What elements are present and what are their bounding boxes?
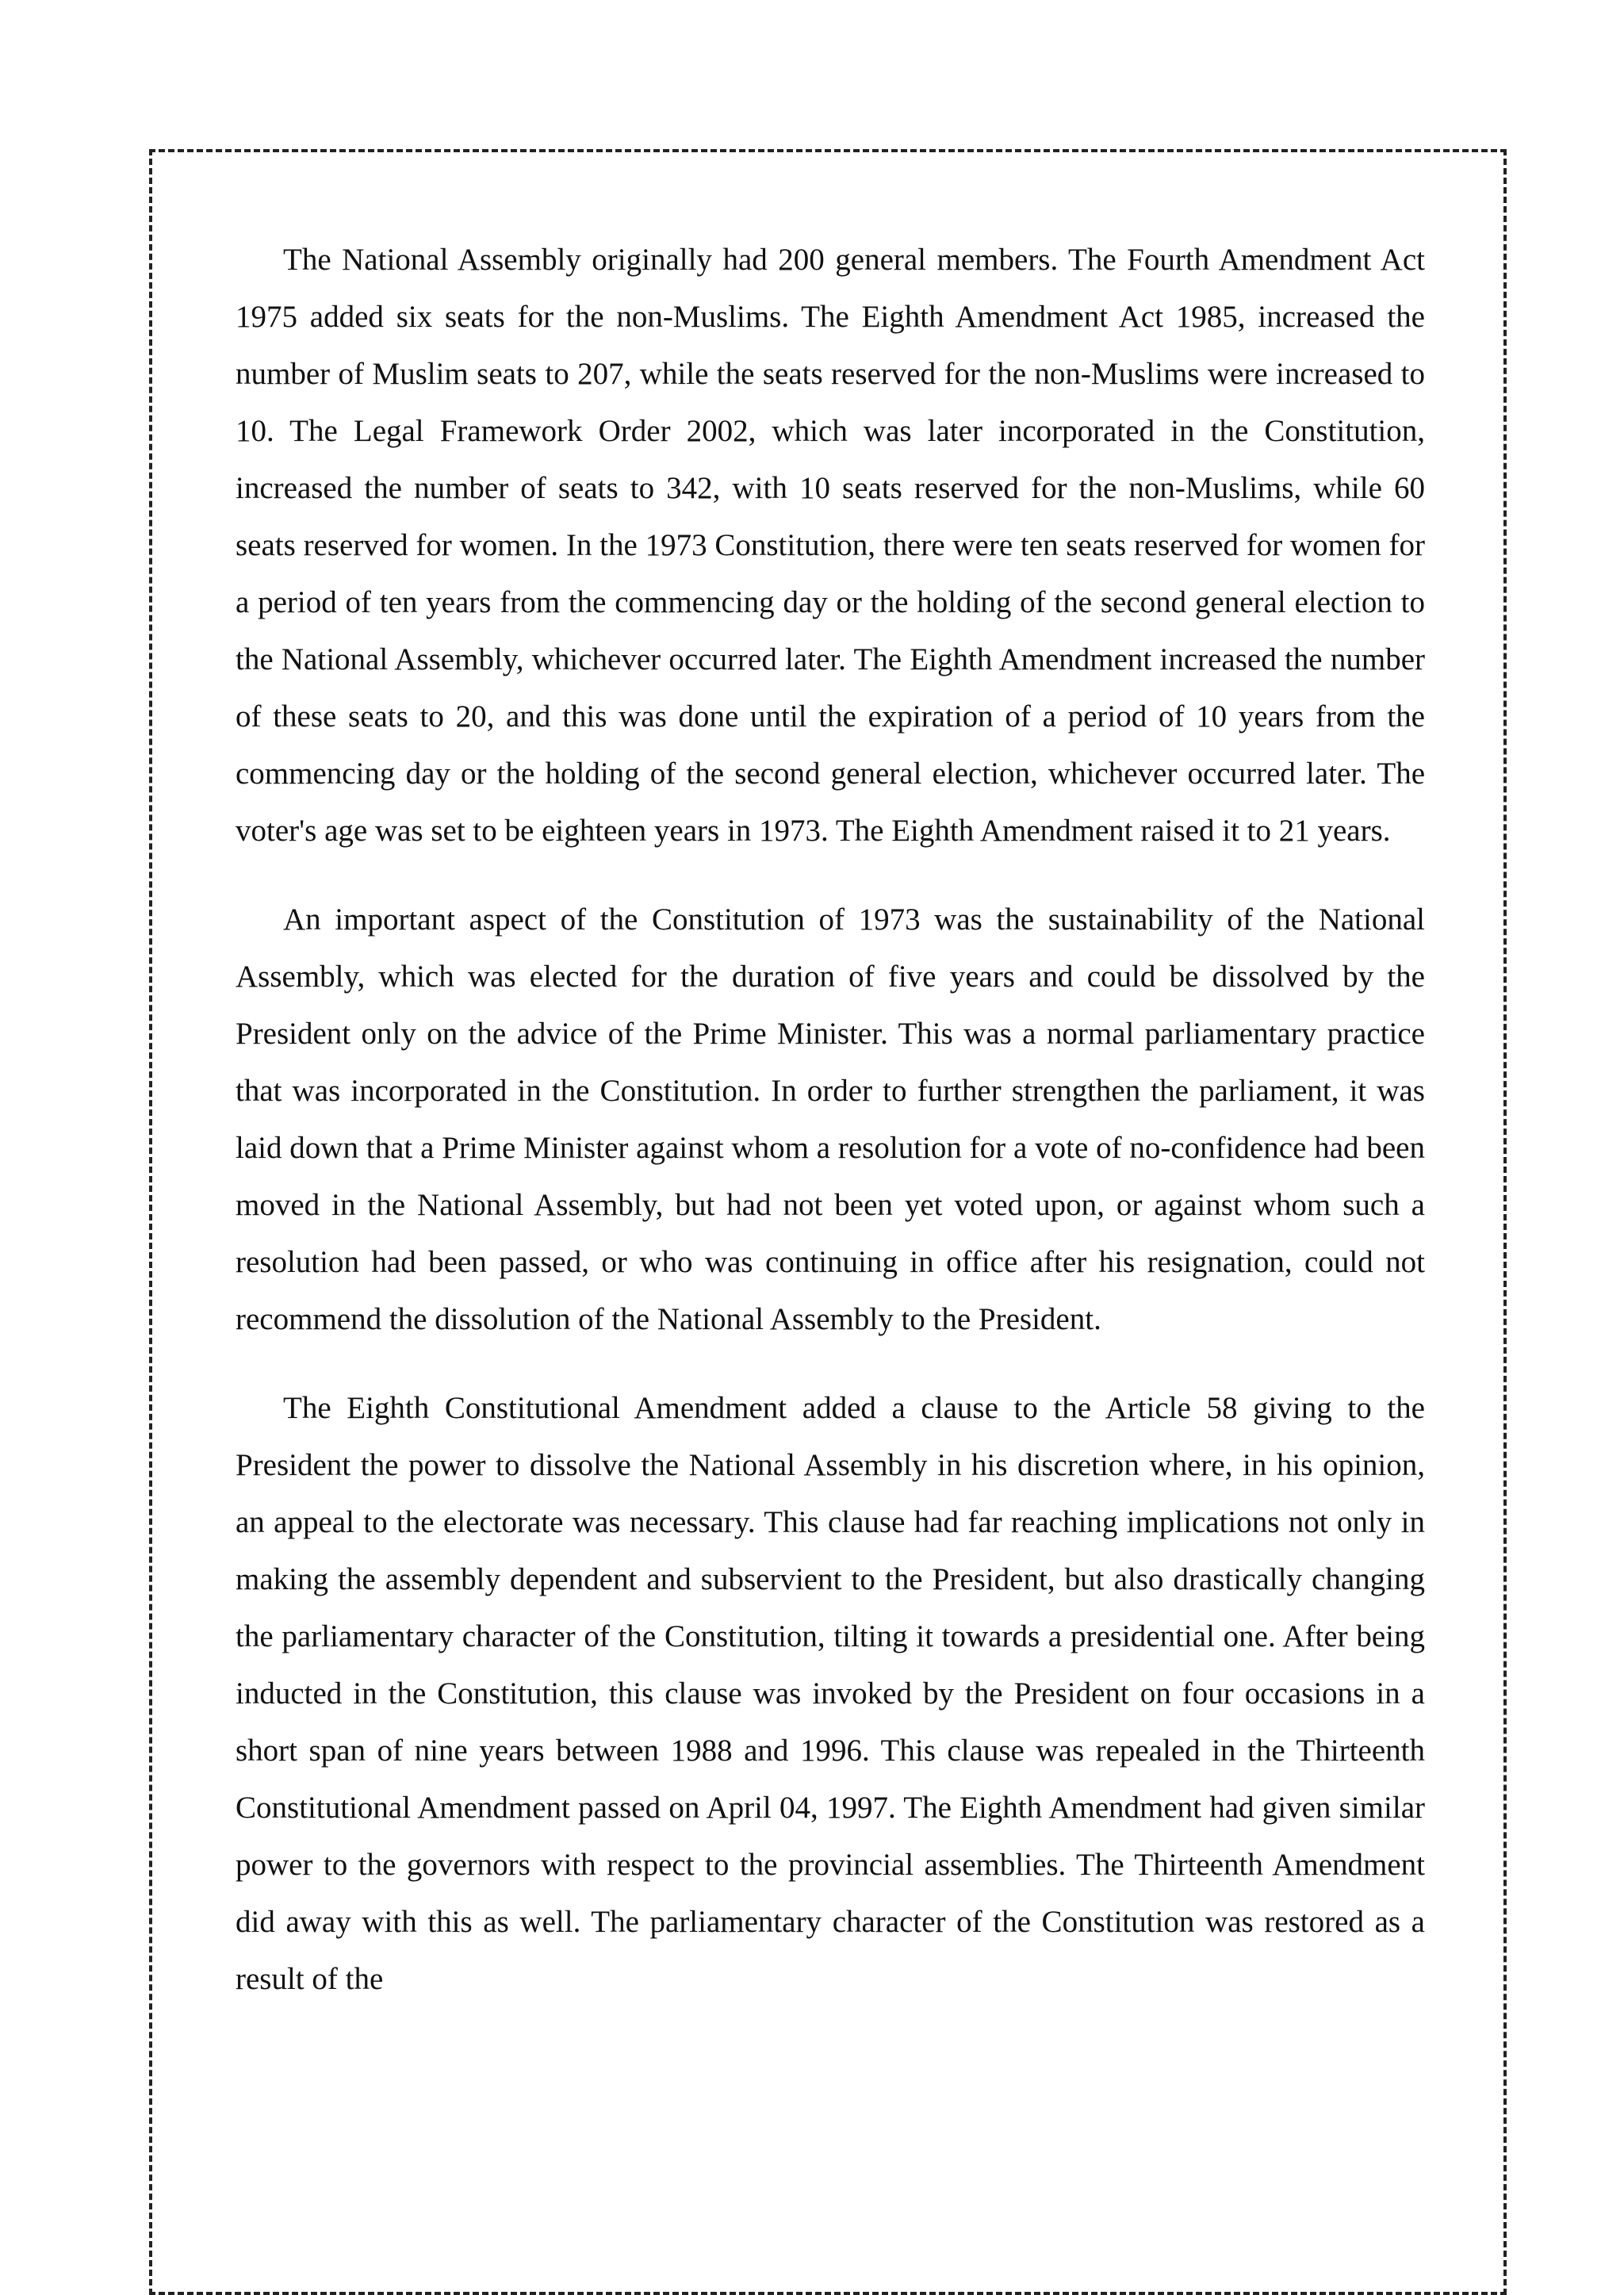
paragraph-national-assembly-seats: The National Assembly originally had 200 general members. The Fourth Amendment Act 1975 added six seats for the non-Muslims. The Eighth Amendment Act 1985, increased the number of Muslim seats to 207, while the seats reserved for the non-Muslims were increased to 10. The Legal Framework Order 2002, which was later incorporated in the Constitution, increased the number of seats to 342, with 10 seats reserved for the non-Muslims, while 60 seats reserved for women. In the 1973 Constitution, there were ten seats reserved for women for a period of ten years from the commencing day or the holding of the second general election to the National Assembly, whichever occurred later. The Eighth Amendment increased the number of these seats to 20, and this was done until the expiration of a period of 10 years from the commencing day or the holding of the second general election, whichever occurred later. The voter's age was set to be eighteen years in 1973. The Eighth Amendment raised it to 21 years. bbox=[236, 243, 1425, 848]
body-text bbox=[236, 232, 1425, 2008]
paragraph-assembly-sustainability: An important aspect of the Constitution of 1973 was the sustainability of the National Assembly, which was elected for the duration of five years and could be dissolved by the President only on the advice of the Prime Minister. This was a normal parliamentary practice that was incorporated in the Constitution. In order to further strengthen the parliament, it was laid down that a Prime Minister against whom a resolution for a vote of no-confidence had been moved in the National Assembly, but had not been yet voted upon, or against whom such a resolution had been passed, or who was continuing in office after his resignation, could not recommend the dissolution of the National Assembly to the President. bbox=[236, 902, 1425, 1336]
paragraph-eighth-amendment-dissolution: The Eighth Constitutional Amendment added a clause to the Article 58 giving to the President the power to dissolve the National Assembly in his discretion where, in his opinion, an appeal to the electorate was necessary. This clause had far reaching implications not only in making the assembly dependent and subservient to the President, but also drastically changing the parliamentary character of the Constitution, tilting it towards a presidential one. After being inducted in the Constitution, this clause was invoked by the President on four occasions in a short span of nine years between 1988 and 1996. This clause was repealed in the Thirteenth Constitutional Amendment passed on April 04, 1997. The Eighth Amendment had given similar power to the governors with respect to the provincial assemblies. The Thirteenth Amendment did away with this as well. The parliamentary character of the Constitution was restored as a result of the bbox=[236, 1391, 1425, 1996]
